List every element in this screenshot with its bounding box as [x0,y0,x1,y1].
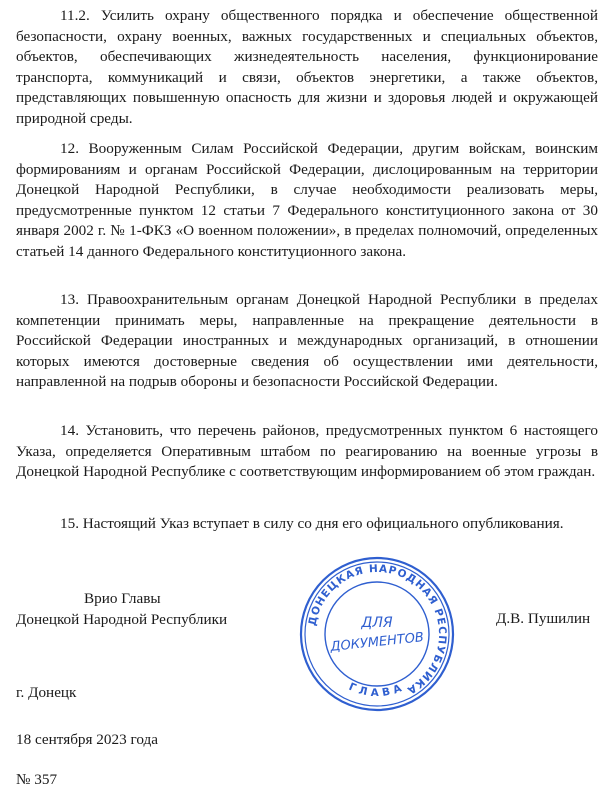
signatory-title [16,589,227,630]
signatory-title-line1: Врио Главы [84,590,161,607]
paragraph-12: 12. Вооруженным Силам Российской Федерации, другим войскам, воинским формированиям и органам Российской Федерации, дислоцированным на территории Донецкой Народной Республики, в случае необходимости реализовать меры, предусмотренные пунктом 12 статьи 7 Федерального конституционного закона от 30 января 2002 г. № 1-ФКЗ «О военном положении», в пределах полномочий, определенных статьей 14 данного Федерального конституционного закона. [16,140,598,260]
paragraph-11-2: 11.2. Усилить охрану общественного порядка и обеспечение общественной безопасности, охрану военных, важных государственных и специальных объектов, объектов, обеспечивающих жизнедеятельность населения, функционирование транспорта, коммуникаций и связи, объектов энергетики, а также объектов, представляющих повышенную опасность для жизни и здоровья людей и окружающей природной среды. [16,7,598,127]
document-date: 18 сентября 2023 года [16,731,158,748]
place: г. Донецк [16,684,77,701]
paragraph-14: 14. Установить, что перечень районов, предусмотренных пунктом 6 настоящего Указа, определяется Оперативным штабом по реагированию на военные угрозы в Донецкой Народной Республике с соответствующим информированием об этом граждан. [16,422,598,480]
signatory-name: Д.В. Пушилин [496,610,591,627]
signatory-title-line2: Донецкой Народной Республики [16,610,228,628]
svg-text:ГЛАВА [347,681,407,699]
stamp-ring-text: ДОНЕЦКАЯ НАРОДНАЯ РЕСПУБЛИКА [306,562,449,697]
stamp-center-line1: ДЛЯ [361,615,393,631]
official-stamp [298,555,456,713]
paragraph-13: 13. Правоохранительным органам Донецкой Народной Республики в пределах компетенции принимать меры, направленные на прекращение деятельности в Российской Федерации иностранных и международных организаций, в отношении которых имеются достоверные сведения об осуществлении ими деятельности, направленной на подрыв обороны и безопасности Российской Федерации. [16,291,598,390]
paragraph-15: 15. Настоящий Указ вступает в силу со дня его официального опубликования. [60,515,564,532]
document-number: № 357 [16,771,58,788]
stamp-bottom-text: ГЛАВА [347,680,407,700]
stamp-center-line2: ДОКУМЕНТОВ [329,630,425,655]
